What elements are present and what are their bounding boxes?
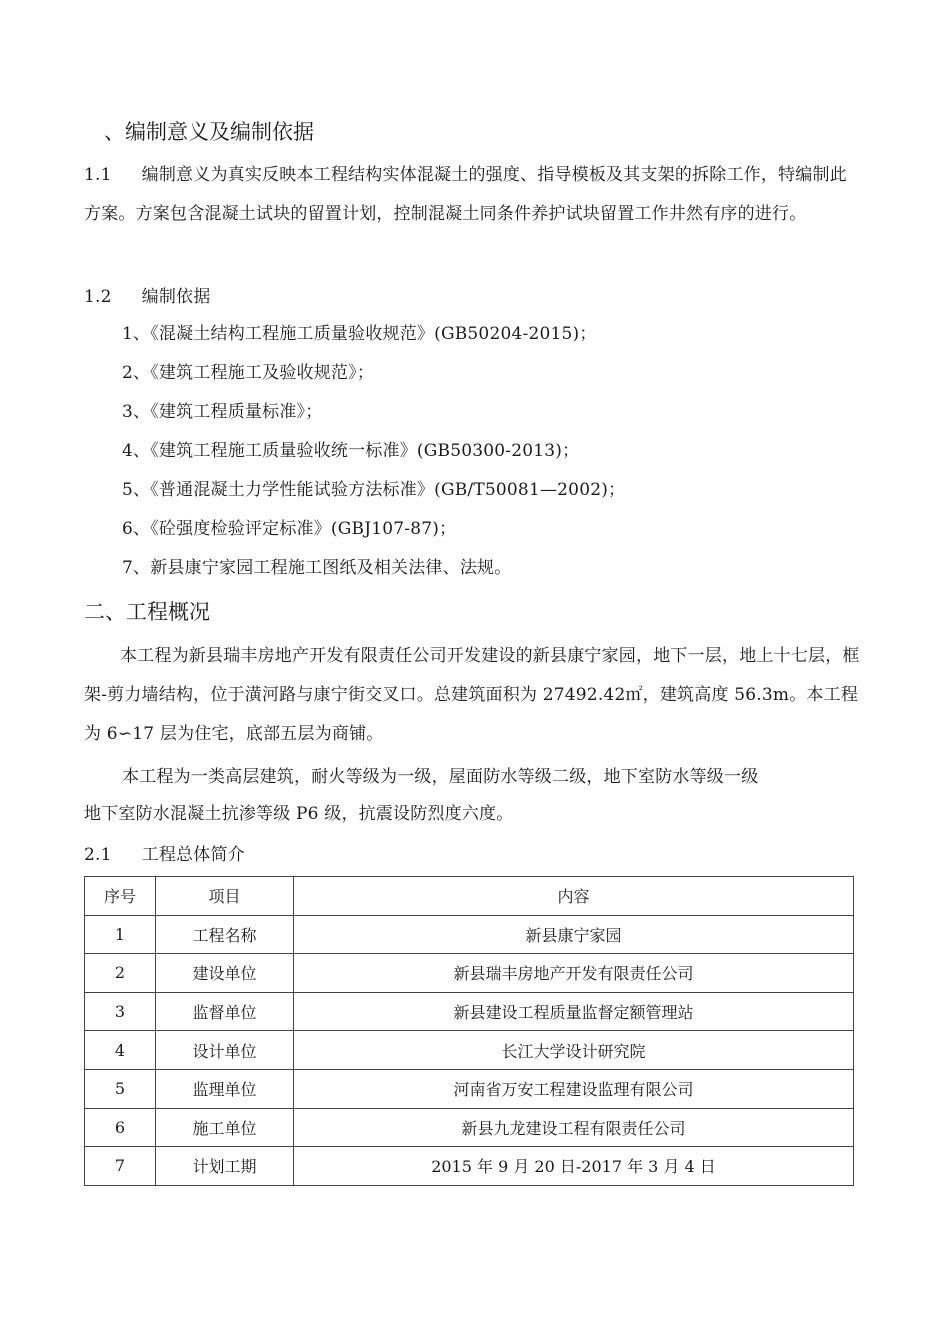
table-row (85, 1108, 854, 1147)
cell-no: 7 (85, 1147, 156, 1186)
section1-title: 、编制意义及编制依据 (104, 120, 314, 144)
cell-no: 6 (85, 1108, 156, 1147)
cell-item: 监督单位 (156, 992, 294, 1031)
basis-item-4: 4、《建筑工程施工质量验收统一标准》(GB50300-2013)； (122, 441, 580, 461)
basis-item-5: 5、《普通混凝土力学性能试验方法标准》(GB/T50081—2002)； (122, 480, 626, 500)
basis-item-2: 2、《建筑工程施工及验收规范》； (122, 363, 375, 383)
cell-content: 新县康宁家园 (294, 915, 854, 954)
subheading-title: 编制依据 (141, 287, 211, 307)
table-row (85, 915, 854, 954)
basis-item-1: 1、《混凝土结构工程施工质量验收规范》(GB50204-2015)； (122, 324, 597, 344)
cell-content: 新县建设工程质量监督定额管理站 (294, 992, 854, 1031)
paragraph-1-1 (84, 156, 864, 234)
cell-content: 2015 年 9 月 20 日-2017 年 3 月 4 日 (294, 1147, 854, 1186)
subheading-2-1 (84, 843, 245, 867)
cell-item: 计划工期 (156, 1147, 294, 1186)
cell-item: 工程名称 (156, 915, 294, 954)
overview-paragraph-2-line-1: 本工程为一类高层建筑，耐火等级为一级，屋面防水等级二级，地下室防水等级一级 (122, 767, 759, 787)
subheading-number: 1.2 (84, 287, 112, 307)
table-row (85, 1031, 854, 1070)
table-row (85, 954, 854, 993)
paragraph-number: 1.1 (84, 165, 112, 185)
section2-title: 二、工程概况 (84, 600, 210, 624)
cell-content: 新县瑞丰房地产开发有限责任公司 (294, 954, 854, 993)
paragraph-text: 编制意义为真实反映本工程结构实体混凝土的强度、指导模板及其支架的拆除工作，特编制此方案。方案包含混凝土试块的留置计划，控制混凝土同条件养护试块留置工作井然有序的进行。 (84, 165, 847, 224)
cell-no: 3 (85, 992, 156, 1031)
subheading-title: 工程总体简介 (141, 845, 245, 865)
project-overview-table (84, 876, 854, 1186)
cell-content: 新县九龙建设工程有限责任公司 (294, 1108, 854, 1147)
cell-content: 河南省万安工程建设监理有限公司 (294, 1069, 854, 1108)
table-header-row (85, 877, 854, 916)
table-row (85, 992, 854, 1031)
overview-paragraph-1: 本工程为新县瑞丰房地产开发有限责任公司开发建设的新县康宁家园，地下一层，地上十七层，框架-剪力墙结构，位于潢河路与康宁街交叉口。总建筑面积为 27492.42㎡，建筑高度 56.3m。本工程为 6∽17 层为住宅，底部五层为商铺。 (84, 646, 860, 744)
subheading-number: 2.1 (84, 845, 112, 865)
header-cell-no: 序号 (85, 877, 156, 916)
cell-item: 施工单位 (156, 1108, 294, 1147)
cell-item: 设计单位 (156, 1031, 294, 1070)
table-row (85, 1069, 854, 1108)
cell-no: 1 (85, 915, 156, 954)
table-row (85, 1147, 854, 1186)
header-cell-item: 项目 (156, 877, 294, 916)
overview-paragraph-2-line-2: 地下室防水混凝土抗渗等级 P6 级，抗震设防烈度六度。 (84, 804, 514, 824)
basis-item-6: 6、《砼强度检验评定标准》(GBJ107-87)； (122, 519, 457, 539)
cell-content: 长江大学设计研究院 (294, 1031, 854, 1070)
cell-no: 2 (85, 954, 156, 993)
subheading-1-2 (84, 285, 210, 309)
basis-item-3: 3、《建筑工程质量标准》； (122, 402, 323, 422)
cell-item: 监理单位 (156, 1069, 294, 1108)
header-cell-content: 内容 (294, 877, 854, 916)
basis-item-7: 7、新县康宁家园工程施工图纸及相关法律、法规。 (122, 558, 512, 578)
cell-no: 4 (85, 1031, 156, 1070)
cell-item: 建设单位 (156, 954, 294, 993)
cell-no: 5 (85, 1069, 156, 1108)
